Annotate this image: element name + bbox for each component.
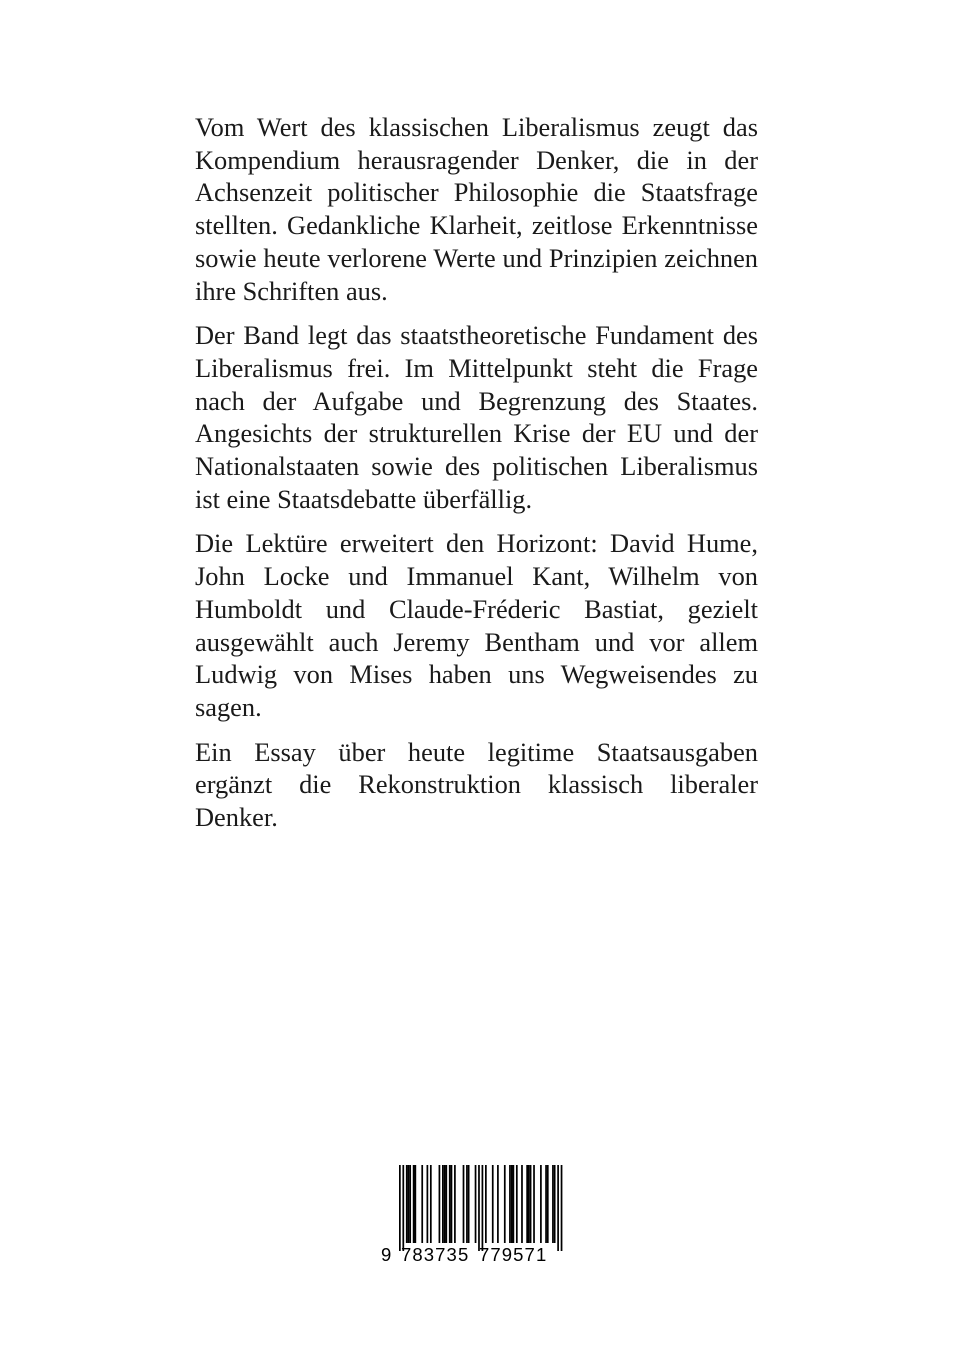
barcode-bar bbox=[533, 1165, 535, 1243]
barcode-bar bbox=[504, 1165, 506, 1243]
barcode-bar bbox=[475, 1165, 477, 1243]
barcode-bar bbox=[421, 1165, 423, 1243]
blurb-paragraph-3: Die Lektüre erweitert den Horizont: David Hume, John Locke und Immanuel Kant, Wilhelm von Humboldt und Claude-Fréderic Bastiat, gezielt ausgewählt auch Jeremy Bentham und vor allem Ludwig von Mises haben uns Wegweisendes zu sagen. bbox=[195, 528, 758, 722]
barcode-bar bbox=[445, 1165, 447, 1243]
barcode-bar bbox=[521, 1165, 523, 1243]
barcode-bar bbox=[466, 1165, 468, 1243]
blurb-paragraph-2: Der Band legt das staatstheoretische Fundament des Liberalismus frei. Im Mittelpunkt steht die Frage nach der Aufgabe und Begrenzung des Staates. Angesichts der strukturellen Krise der EU und der Nationalstaaten sowie des politischen Liberalismus ist eine Staatsdebatte überfällig. bbox=[195, 320, 758, 514]
barcode-bar bbox=[427, 1165, 429, 1243]
barcode-bar bbox=[526, 1165, 528, 1243]
barcode-guard-bar bbox=[561, 1165, 563, 1251]
barcode-bar bbox=[463, 1165, 465, 1243]
barcode-bar bbox=[414, 1165, 416, 1243]
barcode-bar bbox=[509, 1165, 511, 1243]
barcode-bar bbox=[547, 1165, 549, 1243]
isbn-barcode bbox=[381, 1163, 565, 1269]
barcode-guard-bar bbox=[557, 1165, 559, 1251]
barcode-bar bbox=[485, 1165, 487, 1243]
barcode-bar bbox=[409, 1165, 411, 1243]
barcode-bar bbox=[528, 1165, 530, 1243]
blurb-paragraph-1: Vom Wert des klassischen Liberalismus zeugt das Kompendium herausragender Denker, die in der Achsenzeit politischer Philosophie die Staatsfrage stellten. Gedankliche Klarheit, zeitlose Erkenntnisse sowie heute verlorene Werte und Prinzipien zeichnen ihre Schriften aus. bbox=[195, 112, 758, 306]
barcode-bar bbox=[430, 1165, 432, 1243]
barcode-bar bbox=[406, 1165, 408, 1243]
back-cover-blurb bbox=[195, 111, 758, 846]
barcode-bar bbox=[442, 1165, 444, 1243]
barcode-guard-bar bbox=[482, 1165, 484, 1251]
barcode-lead-digit: 9 bbox=[381, 1244, 393, 1265]
barcode-bar bbox=[540, 1165, 542, 1243]
barcode-bar bbox=[545, 1165, 547, 1243]
barcode-bar bbox=[444, 1165, 446, 1243]
barcode-bar bbox=[454, 1165, 456, 1243]
barcode-guard-bar bbox=[399, 1165, 401, 1251]
barcode-bar bbox=[408, 1165, 410, 1243]
barcode-digits bbox=[381, 1244, 565, 1266]
barcode-bar bbox=[554, 1165, 556, 1243]
barcode-bar bbox=[516, 1165, 518, 1243]
barcode-bar bbox=[468, 1165, 470, 1243]
barcode-bar bbox=[451, 1165, 453, 1243]
barcode-right-group: 779571 bbox=[479, 1244, 548, 1265]
barcode-bar bbox=[513, 1165, 515, 1243]
barcode-bar bbox=[492, 1165, 494, 1243]
barcode-bar bbox=[413, 1165, 415, 1243]
barcode-bar bbox=[439, 1165, 441, 1243]
barcode-bar bbox=[530, 1165, 532, 1243]
barcode-guard-bar bbox=[478, 1165, 480, 1251]
barcode-guard-bar bbox=[402, 1165, 404, 1251]
blurb-paragraph-4: Ein Essay über heute legitime Staatsausgaben ergänzt die Rekonstruktion klassisch liberaler Denker. bbox=[195, 736, 758, 833]
barcode-left-group: 783735 bbox=[401, 1244, 470, 1265]
barcode-bar bbox=[449, 1165, 451, 1243]
barcode-bar bbox=[511, 1165, 513, 1243]
barcode-bar bbox=[497, 1165, 499, 1243]
barcode-bar bbox=[552, 1165, 554, 1243]
